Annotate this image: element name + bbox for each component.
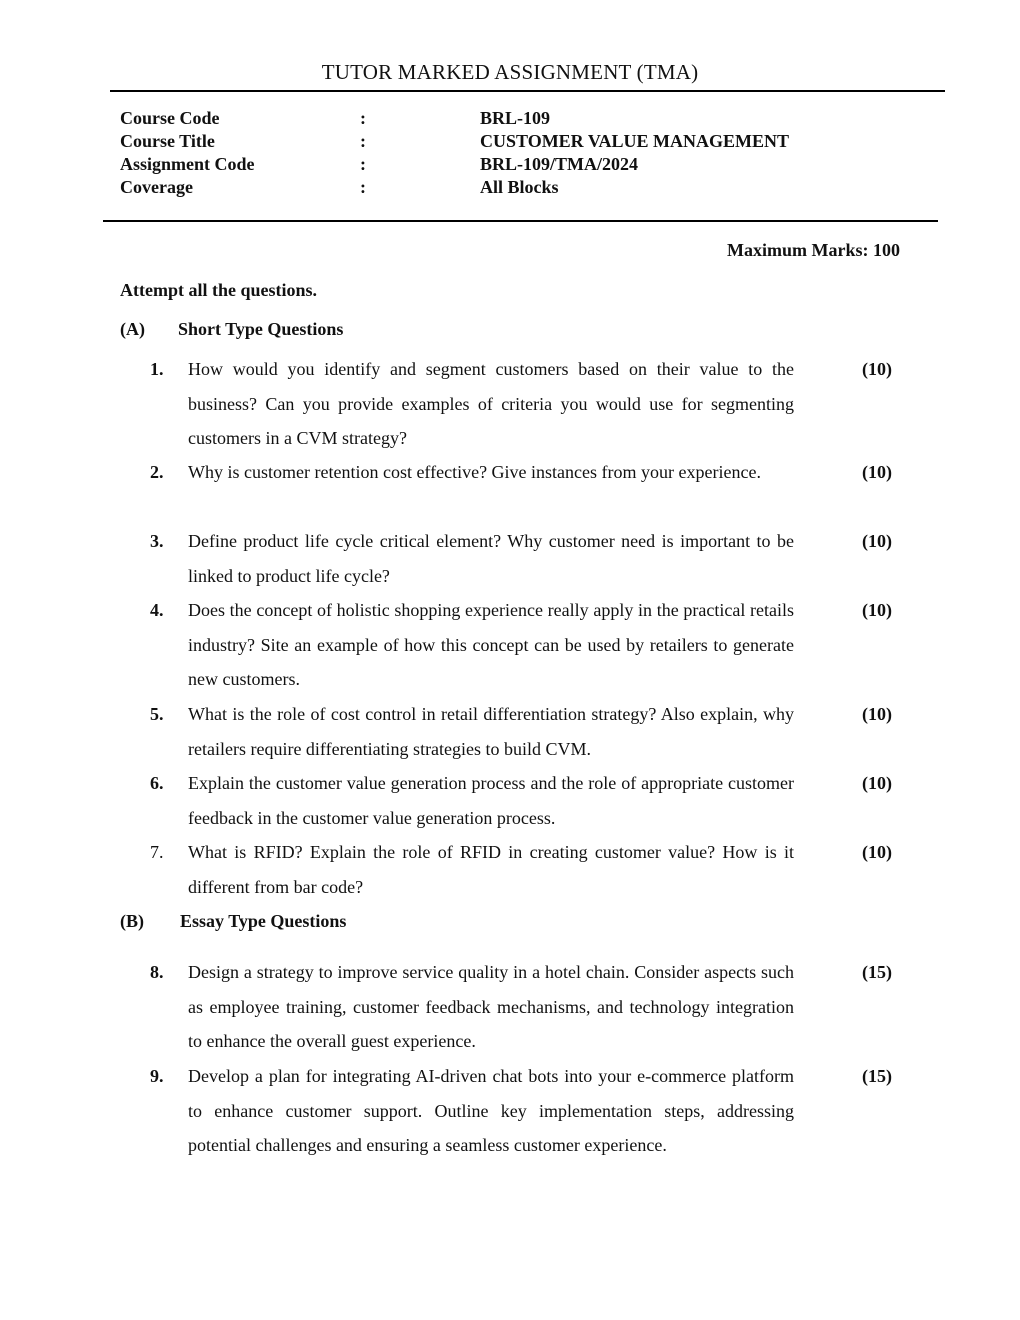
- question-number: 2.: [150, 462, 164, 482]
- question-text: Define product life cycle critical element? Why customer need is important to be linked to product life cycle?: [188, 531, 794, 586]
- question-number: 5.: [150, 704, 164, 724]
- question-number: 3.: [150, 531, 164, 551]
- section-label: (A): [120, 319, 145, 339]
- question-number: 7.: [150, 842, 164, 862]
- question-marks: (10): [862, 773, 892, 793]
- meta-separator: :: [360, 154, 366, 174]
- question-marks: (10): [862, 704, 892, 724]
- question-text: Does the concept of holistic shopping experience really apply in the practical retails industry? Site an example of how this concept can be used by retailers to generate new customers.: [188, 600, 794, 689]
- question-marks: (10): [862, 600, 892, 620]
- question-marks: (10): [862, 842, 892, 862]
- question-text: What is the role of cost control in retail differentiation strategy? Also explain, why retailers require differentiating strategies to build CVM.: [188, 704, 794, 759]
- meta-value: All Blocks: [480, 177, 559, 197]
- question-marks: (15): [862, 1066, 892, 1086]
- section-heading: Essay Type Questions: [180, 911, 347, 931]
- question-marks: (10): [862, 531, 892, 551]
- question-number: 4.: [150, 600, 164, 620]
- meta-label: Course Code: [120, 108, 220, 128]
- document-title: TUTOR MARKED ASSIGNMENT (TMA): [321, 60, 699, 84]
- header-divider-bottom: [103, 220, 938, 222]
- question-marks: (15): [862, 962, 892, 982]
- question-text: Design a strategy to improve service quality in a hotel chain. Consider aspects such as employee training, customer feedback mechanisms, and technology integration to enhance the overall guest experience.: [188, 962, 794, 1051]
- question-number: 1.: [150, 359, 164, 379]
- question-marks: (10): [862, 462, 892, 482]
- question-marks: (10): [862, 359, 892, 379]
- meta-value: BRL-109/TMA/2024: [480, 154, 639, 174]
- meta-value: CUSTOMER VALUE MANAGEMENT: [480, 131, 790, 151]
- maximum-marks: Maximum Marks: 100: [727, 240, 900, 260]
- question-text: Why is customer retention cost effective? Give instances from your experience.: [188, 462, 761, 482]
- question-number: 9.: [150, 1066, 164, 1086]
- meta-separator: :: [360, 131, 366, 151]
- question-number: 6.: [150, 773, 164, 793]
- meta-label: Course Title: [120, 131, 215, 151]
- meta-separator: :: [360, 177, 366, 197]
- meta-separator: :: [360, 108, 366, 128]
- header-divider-top: [110, 90, 945, 92]
- question-number: 8.: [150, 962, 164, 982]
- question-text: Explain the customer value generation process and the role of appropriate customer feedback in the customer value generation process.: [188, 773, 794, 828]
- question-text: How would you identify and segment customers based on their value to the business? Can you provide examples of criteria you would use for segmenting customers in a CVM strategy?: [188, 359, 794, 448]
- meta-label: Coverage: [120, 177, 193, 197]
- instruction-text: Attempt all the questions.: [120, 280, 317, 300]
- section-label: (B): [120, 911, 144, 931]
- meta-value: BRL-109: [480, 108, 551, 128]
- question-text: What is RFID? Explain the role of RFID in creating customer value? How is it different from bar code?: [188, 842, 794, 897]
- question-text: Develop a plan for integrating AI-driven chat bots into your e-commerce platform to enhance customer support. Outline key implementation steps, addressing potential challenges and ensuring a seamless customer experience.: [188, 1066, 794, 1155]
- section-heading: Short Type Questions: [178, 319, 344, 339]
- meta-label: Assignment Code: [120, 154, 255, 174]
